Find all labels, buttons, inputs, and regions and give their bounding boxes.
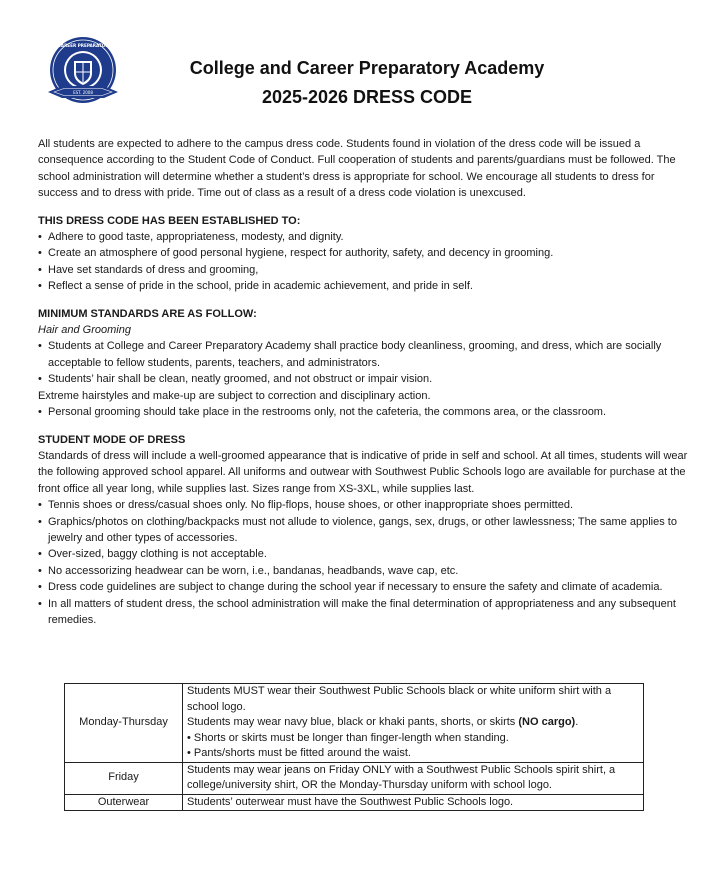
list-item: • Dress code guidelines are subject to change during the school year if necessary to ensure the safety and climate of academia. [38, 579, 688, 595]
day-cell: Friday [65, 762, 183, 794]
rule-cell: Students’ outerwear must have the Southwest Public Schools logo. [183, 794, 644, 811]
rule-text [187, 715, 639, 731]
established-section [38, 213, 688, 295]
list-item: • Reflect a sense of pride in the school, pride in academic achievement, and pride in self. [38, 278, 688, 294]
rule-bullet-text: Shorts or skirts must be longer than finger-length when standing. [193, 731, 509, 744]
rule-bold-text: (NO cargo) [518, 716, 576, 728]
document-body [38, 136, 688, 628]
intro-paragraph: All students are expected to adhere to the campus dress code. Students found in violation of the dress code will be issued a consequence according to the Student Code of Conduct. Full cooperation of students and parents/guardians must be followed. The school administration will determine whether a student’s dress is appropriate for school. We encourage all students to dress for success and to dress with pride. Time out of class as a result of a dress code violation is unexcused. [38, 138, 676, 200]
established-heading: THIS DRESS CODE HAS BEEN ESTABLISHED TO: [38, 214, 301, 227]
seal-text: COLLEGE & CAREER PREPARATORY ACADEMY [30, 43, 136, 48]
seal-year: EST. 2008 [73, 90, 93, 95]
mode-heading: STUDENT MODE OF DRESS [38, 433, 186, 446]
day-cell: Outerwear [65, 794, 183, 811]
rule-text-part: Students may wear navy blue, black or khaki pants, shorts, or skirts [187, 716, 519, 728]
rule-cell [183, 684, 644, 763]
rule-bullet: • Pants/shorts must be fitted around the waist. [187, 747, 411, 759]
hair-grooming-subheading: Hair and Grooming [38, 324, 131, 337]
table-row [65, 762, 644, 794]
list-item: • Students’ hair shall be clean, neatly groomed, and not obstruct or impair vision. [38, 371, 688, 387]
list-item: • Create an atmosphere of good personal hygiene, respect for authority, safety, and decency in grooming. [38, 245, 688, 261]
uniform-schedule-table [64, 683, 644, 811]
list-item: • Personal grooming should take place in the restrooms only, not the cafeteria, the commons area, or the classroom. [38, 404, 688, 420]
minimum-standards-section [38, 306, 688, 421]
list-item: • Students at College and Career Preparatory Academy shall practice body cleanliness, grooming, and dress, which are socially acceptable to fellow students, parents, teachers, and administrators. [38, 338, 688, 371]
rule-bullet-text: Pants/shorts must be fitted around the waist. [193, 747, 411, 759]
list-item: • In all matters of student dress, the school administration will make the final determination of appropriateness and any subsequent remedies. [38, 596, 688, 629]
table-row [65, 794, 644, 811]
list-item: • Tennis shoes or dress/casual shoes only. No flip-flops, house shoes, or other inappropriate shoes permitted. [38, 497, 688, 513]
hairstyle-note: Extreme hairstyles and make-up are subject to correction and disciplinary action. [38, 389, 431, 402]
mode-paragraph: Standards of dress will include a well-groomed appearance that is indicative of pride in self and school. At all times, students will wear the following approved school apparel. All uniforms and outwear with Southwest Public Schools logo are available for purchase at the front office all year long, while supplies last. Sizes range from XS-3XL, while supplies last. [38, 449, 688, 495]
list-item: • Adhere to good taste, appropriateness, modesty, and dignity. [38, 229, 688, 245]
table-row [65, 684, 644, 763]
list-item: • Have set standards of dress and grooming, [38, 262, 688, 278]
rule-bullet: • Shorts or skirts must be longer than finger-length when standing. [187, 731, 509, 744]
document-title: 2025-2026 DRESS CODE [261, 87, 473, 107]
mode-of-dress-section [38, 432, 688, 629]
school-name: College and Career Preparatory Academy [189, 58, 545, 78]
minimum-heading: MINIMUM STANDARDS ARE AS FOLLOW: [38, 307, 257, 320]
day-cell: Monday-Thursday [65, 684, 183, 763]
rule-cell: Students may wear jeans on Friday ONLY with a Southwest Public Schools spirit shirt, a college/university shirt, OR the Monday-Thursday uniform with school logo. [183, 762, 644, 794]
list-item: • No accessorizing headwear can be worn, i.e., bandanas, headbands, wave cap, etc. [38, 563, 688, 579]
rule-text-part: . [575, 716, 579, 728]
rule-text: Students MUST wear their Southwest Public Schools black or white uniform shirt with a school logo. [187, 685, 612, 713]
list-item: • Over-sized, baggy clothing is not acceptable. [38, 546, 688, 562]
list-item: • Graphics/photos on clothing/backpacks must not allude to violence, gangs, sex, drugs, or other lawlessness; The same applies to jewelry and other types of accessories. [38, 514, 688, 547]
